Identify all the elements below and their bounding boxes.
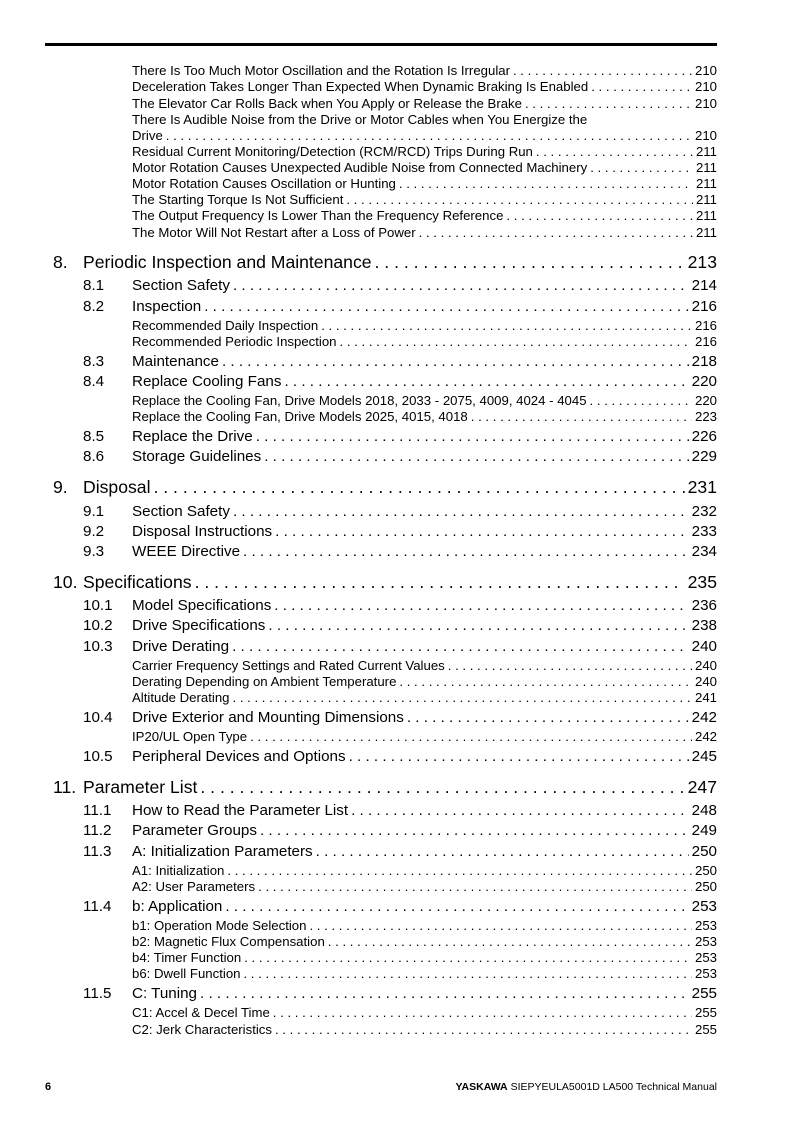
dot-leader [230, 690, 692, 705]
toc-entry-title: A1: Initialization [132, 863, 225, 878]
dot-leader [337, 334, 692, 349]
toc-entry-title: Deceleration Takes Longer Than Expected When Dynamic Braking Is Enabled [132, 79, 589, 94]
toc-entry-title: A2: User Parameters [132, 879, 256, 894]
toc-section-page: 240 [691, 638, 717, 655]
chapter-number: 8. [53, 252, 68, 272]
toc-entry[interactable] [132, 879, 717, 894]
dot-leader [247, 729, 692, 744]
dot-leader [272, 1022, 692, 1037]
toc-entry-title: b2: Magnetic Flux Compensation [132, 934, 325, 949]
section-number: 9.1 [83, 503, 105, 520]
toc-section[interactable] [132, 617, 717, 635]
dot-leader [163, 128, 692, 143]
toc-entry-page: 210 [694, 96, 717, 111]
toc-entry-page: 242 [694, 729, 717, 744]
toc-entry-page: 240 [694, 674, 717, 689]
dot-leader [150, 476, 684, 498]
toc-section-title: Drive Derating [132, 638, 230, 655]
toc-entry-page: 210 [694, 128, 717, 143]
toc-entry-page: 210 [694, 63, 717, 78]
toc-entry[interactable] [132, 144, 717, 159]
dot-leader [192, 571, 685, 593]
toc-chapter-page: 247 [687, 777, 717, 797]
toc-entry-page: 216 [694, 334, 717, 349]
toc-entry[interactable] [132, 729, 717, 744]
toc-section-page: 242 [691, 709, 717, 726]
section-number: 11.2 [83, 822, 112, 839]
toc-section-page: 226 [691, 428, 717, 445]
dot-leader [272, 523, 689, 541]
toc-section-page: 232 [691, 503, 717, 520]
toc-chapter[interactable] [83, 571, 717, 593]
toc-entry-title: Replace the Cooling Fan, Drive Models 2025, 4015, 4018 [132, 409, 468, 424]
toc-section[interactable] [132, 298, 717, 316]
toc-section[interactable] [132, 373, 717, 391]
toc-entry[interactable] [132, 658, 717, 673]
toc-entry[interactable] [132, 674, 717, 689]
toc-section-page: 253 [691, 898, 717, 915]
toc-entry-title: The Motor Will Not Restart after a Loss of Power [132, 225, 416, 240]
dot-leader [404, 709, 689, 727]
dot-leader [533, 144, 693, 159]
toc-entry-page: 255 [694, 1005, 717, 1020]
dot-leader [230, 277, 689, 295]
toc-entry-page: 211 [695, 176, 717, 191]
dot-leader [416, 225, 693, 240]
toc-section-page: 220 [691, 373, 717, 390]
section-number: 8.1 [83, 277, 105, 294]
toc-section[interactable] [132, 353, 717, 371]
toc-section-title: Drive Specifications [132, 617, 266, 634]
toc-section-page: 214 [691, 277, 717, 294]
toc-section-page: 249 [691, 822, 717, 839]
toc-entry-page: 240 [694, 658, 717, 673]
toc-chapter[interactable] [83, 776, 717, 798]
toc-entry-title: IP20/UL Open Type [132, 729, 248, 744]
toc-entry[interactable] [132, 409, 717, 424]
dot-leader [240, 543, 689, 561]
toc-entry[interactable] [132, 96, 717, 111]
toc-chapter-title: Periodic Inspection and Maintenance [83, 252, 372, 272]
toc-entry[interactable] [132, 393, 717, 408]
toc-section-title: Section Safety [132, 503, 230, 520]
dot-leader [197, 985, 689, 1003]
dot-leader [222, 898, 688, 916]
toc-section-title: Replace Cooling Fans [132, 373, 282, 390]
dot-leader [253, 428, 689, 446]
footer-document-title [456, 1081, 718, 1093]
toc-entry[interactable] [132, 934, 717, 949]
toc-section-title: Section Safety [132, 277, 230, 294]
dot-leader [468, 409, 692, 424]
toc-section-page: 218 [691, 353, 717, 370]
chapter-number: 10. [53, 572, 78, 592]
toc-entry-title: C2: Jerk Characteristics [132, 1022, 272, 1037]
toc-entry-title: The Output Frequency Is Lower Than the Frequency Reference [132, 208, 504, 223]
toc-section[interactable] [132, 428, 717, 446]
toc-entry[interactable] [132, 225, 717, 240]
toc-section-page: 216 [691, 298, 717, 315]
toc-section[interactable] [132, 597, 717, 615]
dot-leader [265, 617, 688, 635]
toc-section-title: b: Application [132, 898, 223, 915]
dot-leader [271, 597, 688, 615]
toc-section[interactable] [132, 523, 717, 541]
toc-entry-title: Replace the Cooling Fan, Drive Models 2018, 2033 - 2075, 4009, 4024 - 4045 [132, 393, 587, 408]
toc-section-page: 236 [691, 597, 717, 614]
toc-section[interactable] [132, 985, 717, 1003]
dot-leader [313, 843, 689, 861]
toc-section-page: 245 [691, 748, 717, 765]
toc-section[interactable] [132, 709, 717, 727]
toc-entry-title-line1: There Is Audible Noise from the Drive or Motor Cables when You Energize the [132, 112, 588, 127]
dot-leader [343, 192, 693, 207]
toc-section-page: 248 [691, 802, 717, 819]
toc-entry[interactable] [132, 966, 717, 981]
toc-section-page: 234 [691, 543, 717, 560]
section-number: 10.5 [83, 748, 113, 765]
toc-section[interactable] [132, 843, 717, 861]
toc-section-page: 250 [691, 843, 717, 860]
toc-section-title: Model Specifications [132, 597, 272, 614]
toc-entry-page: 253 [694, 934, 717, 949]
toc-entry-title: Recommended Periodic Inspection [132, 334, 337, 349]
toc-entry[interactable] [132, 334, 717, 349]
toc-entry[interactable] [132, 950, 717, 965]
toc-section-page: 238 [691, 617, 717, 634]
toc-section-title: How to Read the Parameter List [132, 802, 349, 819]
toc-entry-page: 220 [694, 393, 717, 408]
dot-leader [201, 298, 688, 316]
dot-leader [318, 318, 692, 333]
toc-entry-title: Motor Rotation Causes Unexpected Audible Noise from Connected Machinery [132, 160, 588, 175]
toc-entry[interactable] [132, 176, 717, 191]
toc-chapter-page: 213 [687, 252, 717, 272]
toc-entry[interactable] [132, 318, 717, 333]
section-number: 9.2 [83, 523, 105, 540]
toc-section-title: C: Tuning [132, 985, 198, 1002]
toc-entry[interactable] [132, 1022, 717, 1037]
toc-entry-title: The Elevator Car Rolls Back when You Apply or Release the Brake [132, 96, 522, 111]
toc-entry[interactable] [132, 918, 717, 933]
dot-leader [348, 802, 689, 820]
toc-chapter-title: Parameter List [83, 777, 198, 797]
section-number: 8.3 [83, 353, 105, 370]
dot-leader [197, 776, 684, 798]
dot-leader [396, 176, 693, 191]
dot-leader [588, 79, 692, 94]
toc-entry-title: b6: Dwell Function [132, 966, 241, 981]
dot-leader [503, 208, 693, 223]
chapter-number: 11. [53, 777, 77, 797]
toc-section[interactable] [132, 543, 717, 561]
toc-entry[interactable] [132, 1005, 717, 1020]
toc-section-page: 233 [691, 523, 717, 540]
toc-entry-title: Drive [132, 128, 163, 143]
toc-chapter-page: 231 [687, 477, 717, 497]
toc-entry-page: 253 [694, 918, 717, 933]
toc-entry-page: 253 [694, 966, 717, 981]
toc-entry[interactable] [132, 208, 717, 223]
dot-leader [219, 353, 689, 371]
toc-entry-page: 255 [694, 1022, 717, 1037]
toc-entry-page: 216 [694, 318, 717, 333]
toc-entry-page: 223 [694, 409, 717, 424]
dot-leader [445, 658, 692, 673]
toc-entry-page: 250 [694, 863, 717, 878]
toc-entry-title: The Starting Torque Is Not Sufficient [132, 192, 344, 207]
dot-leader [346, 748, 689, 766]
toc-entry[interactable] [132, 690, 717, 705]
section-number: 8.6 [83, 448, 105, 465]
dot-leader [229, 638, 689, 656]
dot-leader [261, 448, 688, 466]
section-number: 11.1 [83, 802, 112, 819]
footer-brand: YASKAWA [455, 1081, 508, 1093]
dot-leader [257, 822, 689, 840]
chapter-number: 9. [53, 477, 68, 497]
toc-section-title: Maintenance [132, 353, 219, 370]
toc-entry-page: 211 [695, 160, 717, 175]
toc-entry-title: C1: Accel & Decel Time [132, 1005, 270, 1020]
section-number: 10.4 [83, 709, 113, 726]
toc-entry-title: Altitude Derating [132, 690, 230, 705]
toc-chapter[interactable] [83, 251, 717, 273]
dot-leader [587, 160, 693, 175]
toc-section-title: Peripheral Devices and Options [132, 748, 346, 765]
toc-section-title: Disposal Instructions [132, 523, 273, 540]
toc-chapter-title: Specifications [83, 572, 192, 592]
toc-chapter[interactable] [83, 476, 717, 498]
toc-section[interactable] [132, 822, 717, 840]
toc-entry[interactable] [132, 863, 717, 878]
dot-leader [396, 674, 692, 689]
toc-chapter-page: 235 [687, 572, 717, 592]
toc-section-title: WEEE Directive [132, 543, 241, 560]
dot-leader [325, 934, 692, 949]
toc-entry-title: Derating Depending on Ambient Temperature [132, 674, 397, 689]
footer-doc-title: SIEPYEULA5001D LA500 Technical Manual [510, 1081, 717, 1093]
dot-leader [281, 373, 688, 391]
dot-leader [587, 393, 692, 408]
toc-entry-title: b1: Operation Mode Selection [132, 918, 307, 933]
toc-entry-page: 211 [695, 225, 717, 240]
dot-leader [224, 863, 692, 878]
dot-leader [255, 879, 692, 894]
section-number: 11.3 [83, 843, 112, 860]
toc-entry[interactable] [132, 192, 717, 207]
toc-section-title: Inspection [132, 298, 202, 315]
dot-leader [372, 251, 685, 273]
section-number: 10.1 [83, 597, 113, 614]
dot-leader [241, 950, 692, 965]
toc-entry-page: 210 [694, 79, 717, 94]
toc-section[interactable] [132, 802, 717, 820]
toc-entry-title: b4: Timer Function [132, 950, 242, 965]
dot-leader [240, 966, 692, 981]
toc-entry-page: 211 [695, 192, 717, 207]
toc-entry-page: 250 [694, 879, 717, 894]
toc-section[interactable] [132, 448, 717, 466]
toc-section-title: Replace the Drive [132, 428, 253, 445]
toc-section[interactable] [132, 748, 717, 766]
toc-section-page: 255 [691, 985, 717, 1002]
dot-leader [522, 96, 692, 111]
dot-leader [230, 503, 689, 521]
toc-section-page: 229 [691, 448, 717, 465]
section-number: 8.5 [83, 428, 105, 445]
toc-entry-title: There Is Too Much Motor Oscillation and the Rotation Is Irregular [132, 63, 510, 78]
section-number: 11.4 [83, 898, 112, 915]
toc-entry-title: Residual Current Monitoring/Detection (RCM/RCD) Trips During Run [132, 144, 533, 159]
toc-entry-page: 253 [694, 950, 717, 965]
toc-entry[interactable] [132, 79, 717, 94]
toc-entry[interactable] [132, 160, 717, 175]
footer-page-number: 6 [45, 1081, 52, 1093]
dot-leader [306, 918, 692, 933]
section-number: 10.3 [83, 638, 113, 655]
toc-section-title: Storage Guidelines [132, 448, 262, 465]
toc-entry-title: Carrier Frequency Settings and Rated Current Values [132, 658, 445, 673]
section-number: 8.2 [83, 298, 105, 315]
toc-entry-title: Recommended Daily Inspection [132, 318, 319, 333]
dot-leader [270, 1005, 692, 1020]
toc-entry[interactable] [132, 63, 717, 78]
toc-chapter-title: Disposal [83, 477, 151, 497]
section-number: 9.3 [83, 543, 105, 560]
section-number: 11.5 [83, 985, 112, 1002]
toc-section[interactable] [132, 277, 717, 295]
section-number: 8.4 [83, 373, 105, 390]
toc-entry-page: 211 [695, 208, 717, 223]
toc-entry-page: 241 [694, 690, 717, 705]
toc-section[interactable] [132, 898, 717, 916]
toc-entry-page: 211 [695, 144, 717, 159]
toc-entry-title: Motor Rotation Causes Oscillation or Hunting [132, 176, 396, 191]
dot-leader [510, 63, 692, 78]
section-number: 10.2 [83, 617, 113, 634]
toc-entry[interactable] [132, 128, 717, 143]
toc-section-title: A: Initialization Parameters [132, 843, 313, 860]
toc-section-title: Parameter Groups [132, 822, 257, 839]
toc-section[interactable] [132, 638, 717, 656]
toc-section[interactable] [132, 503, 717, 521]
toc-section-title: Drive Exterior and Mounting Dimensions [132, 709, 404, 726]
